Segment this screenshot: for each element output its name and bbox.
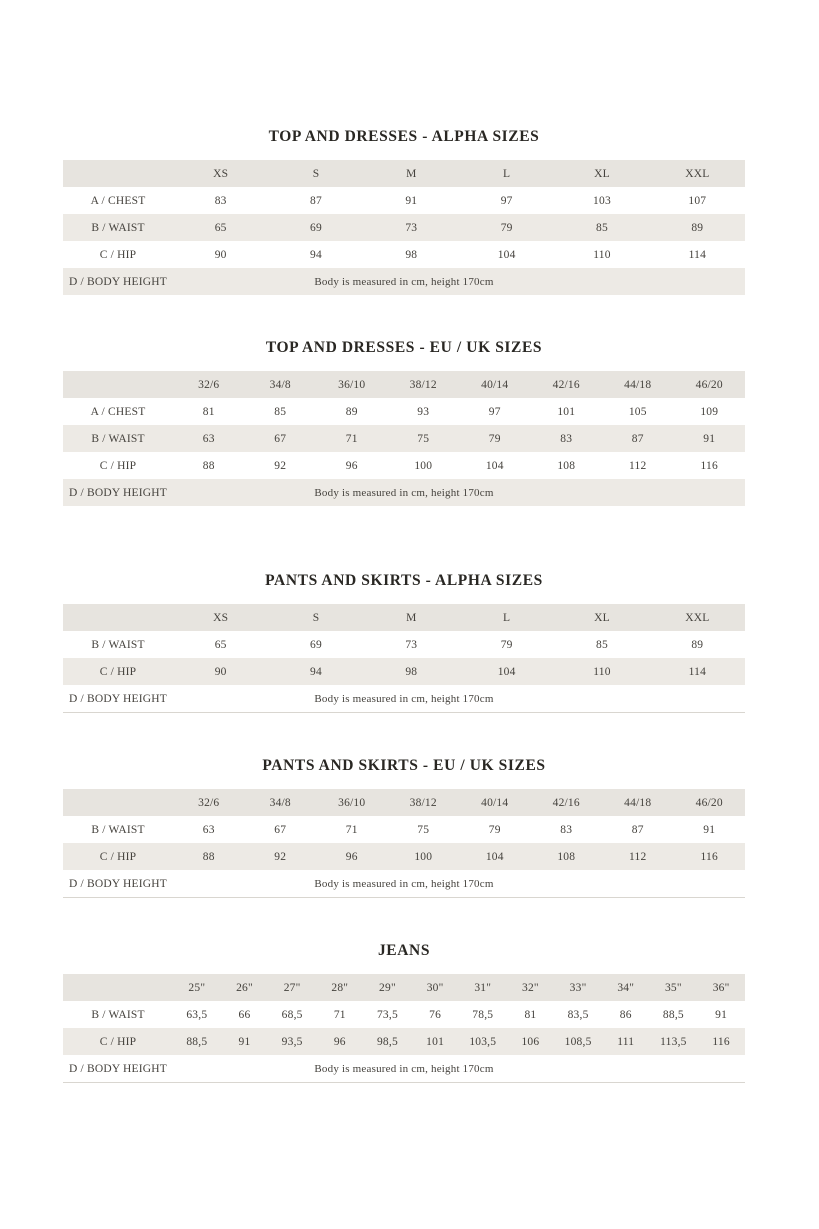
- note-cell: [173, 870, 745, 898]
- table-header-cell: 42/16: [552, 796, 580, 809]
- table-cell: 89: [691, 221, 704, 234]
- row-label: D / BODY HEIGHT: [63, 870, 173, 898]
- table-header-cell: 32/6: [198, 378, 220, 391]
- table-cell: 79: [488, 432, 501, 445]
- row-label: C / HIP: [99, 459, 137, 472]
- table-cell: 63,5: [186, 1008, 208, 1021]
- table-cell: 104: [485, 850, 504, 863]
- table-cell: 81: [524, 1008, 537, 1021]
- table-cell: 73: [405, 638, 418, 651]
- row-label: B / WAIST: [91, 823, 145, 836]
- table-header-cell: 36": [712, 981, 730, 994]
- table-header-cell-empty: [63, 789, 173, 816]
- table-cell: 109: [700, 405, 719, 418]
- section-title-top-dresses-eu-uk: TOP AND DRESSES - EU / UK SIZES: [265, 339, 543, 356]
- table-cell: 106: [521, 1035, 540, 1048]
- table-cell: 116: [712, 1035, 730, 1048]
- table-cell: 110: [593, 248, 611, 261]
- row-label: D / BODY HEIGHT: [63, 1055, 173, 1083]
- table-row-body-height: [63, 268, 745, 295]
- table-cell: 83: [214, 194, 227, 207]
- table-cell: 63: [202, 432, 215, 445]
- row-label: A / CHEST: [90, 405, 146, 418]
- table-cell: 91: [238, 1035, 251, 1048]
- table-cell: 67: [274, 823, 287, 836]
- table-row-hip: [63, 452, 745, 479]
- table-row-waist: [63, 425, 745, 452]
- table-cell: 65: [214, 638, 227, 651]
- table-cell: 104: [497, 665, 516, 678]
- table-header-cell: 40/14: [481, 796, 509, 809]
- table-row-waist: [63, 816, 745, 843]
- section-pants-skirts-alpha: [63, 572, 745, 713]
- table-cell: 87: [310, 194, 322, 207]
- table-cell: 93: [417, 405, 430, 418]
- table-cell: 96: [333, 1035, 346, 1048]
- section-title-jeans: JEANS: [377, 942, 431, 959]
- table-cell: 103,5: [469, 1035, 497, 1048]
- table-row-chest: [63, 187, 745, 214]
- table-cell: 100: [414, 459, 433, 472]
- table-cell: 91: [715, 1008, 728, 1021]
- section-top-dresses-alpha: [63, 128, 745, 295]
- note-cell: [173, 1055, 745, 1083]
- table-header-cell-empty: [63, 160, 173, 187]
- table-header-cell: 46/20: [695, 796, 723, 809]
- table-row-waist: [63, 1001, 745, 1028]
- table-cell: 88: [202, 850, 215, 863]
- table-cell: 94: [310, 665, 322, 678]
- table-cell: 108: [557, 850, 576, 863]
- table-cell: 69: [310, 638, 322, 651]
- table-header-cell: 42/16: [552, 378, 580, 391]
- table-cell: 65: [214, 221, 227, 234]
- table-header-cell: 33": [569, 981, 587, 994]
- table-cell: 112: [629, 850, 647, 863]
- table-cell: 83: [560, 432, 573, 445]
- row-label: B / WAIST: [91, 638, 145, 651]
- row-label: C / HIP: [99, 850, 137, 863]
- section-top-dresses-eu-uk: [63, 339, 745, 506]
- table-row-waist: [63, 631, 745, 658]
- table-row-hip: [63, 241, 745, 268]
- table-row-body-height: [63, 685, 745, 713]
- table-cell: 89: [691, 638, 704, 651]
- table-header-cell: XXL: [685, 167, 710, 180]
- row-label: B / WAIST: [91, 432, 145, 445]
- table-header-cell: 40/14: [481, 378, 509, 391]
- table-cell: 89: [345, 405, 358, 418]
- table-cell: 100: [414, 850, 433, 863]
- table-row-hip: [63, 843, 745, 870]
- table-row-body-height: [63, 1055, 745, 1083]
- row-label: C / HIP: [99, 665, 137, 678]
- table-cell: 71: [333, 1008, 346, 1021]
- table-header-row: [63, 604, 745, 631]
- table-cell: 90: [214, 665, 227, 678]
- table-cell: 101: [557, 405, 576, 418]
- table-header-cell: 32/6: [198, 796, 220, 809]
- table-header-cell: M: [406, 611, 417, 624]
- table-cell: 91: [703, 823, 716, 836]
- note-cell: [173, 268, 745, 295]
- table-cell: 79: [500, 221, 513, 234]
- table-header-cell: 29": [379, 981, 396, 994]
- size-table-pants-skirts-alpha: [63, 604, 745, 713]
- table-cell: 98,5: [376, 1035, 398, 1048]
- row-label: C / HIP: [99, 248, 137, 261]
- table-cell: 63: [202, 823, 215, 836]
- table-cell: 101: [426, 1035, 445, 1048]
- table-row-body-height: [63, 479, 745, 506]
- table-cell: 83,5: [567, 1008, 589, 1021]
- table-header-cell: XL: [594, 167, 610, 180]
- table-cell: 98: [405, 665, 418, 678]
- table-header-cell: XL: [594, 611, 610, 624]
- note-text: Body is measured in cm, height 170cm: [314, 486, 494, 499]
- section-jeans: [63, 942, 745, 1083]
- table-cell: 90: [214, 248, 227, 261]
- table-row-body-height: [63, 870, 745, 898]
- table-cell: 68,5: [281, 1008, 303, 1021]
- table-cell: 93,5: [281, 1035, 303, 1048]
- table-cell: 88,5: [186, 1035, 208, 1048]
- table-header-row: [63, 160, 745, 187]
- section-title-pants-skirts-alpha: PANTS AND SKIRTS - ALPHA SIZES: [265, 572, 543, 589]
- section-pants-skirts-eu-uk: [63, 757, 745, 898]
- table-header-row: [63, 371, 745, 398]
- row-label: D / BODY HEIGHT: [68, 275, 168, 288]
- table-header-cell-empty: [63, 974, 173, 1001]
- table-header-cell: 34": [617, 981, 635, 994]
- table-row-chest: [63, 398, 745, 425]
- table-cell: 75: [417, 432, 430, 445]
- table-cell: 108: [557, 459, 576, 472]
- note-text: Body is measured in cm, height 170cm: [314, 1062, 494, 1075]
- table-header-cell: XS: [213, 611, 229, 624]
- table-header-cell: 46/20: [695, 378, 723, 391]
- table-cell: 104: [497, 248, 516, 261]
- table-cell: 105: [628, 405, 647, 418]
- table-cell: 98: [405, 248, 418, 261]
- row-label: B / WAIST: [91, 1008, 145, 1021]
- table-cell: 114: [688, 248, 707, 261]
- table-cell: 91: [405, 194, 418, 207]
- table-header-cell: 26": [236, 981, 253, 994]
- table-cell: 96: [345, 850, 358, 863]
- table-header-cell: 36/10: [338, 796, 366, 809]
- note-text: Body is measured in cm, height 170cm: [314, 877, 494, 890]
- table-header-cell: XXL: [685, 611, 710, 624]
- table-cell: 73: [405, 221, 418, 234]
- table-row-waist: [63, 214, 745, 241]
- size-table-top-dresses-eu-uk: [63, 371, 745, 506]
- table-header-cell: 44/18: [624, 378, 652, 391]
- table-cell: 104: [485, 459, 504, 472]
- table-cell: 107: [688, 194, 707, 207]
- table-header-cell: M: [406, 167, 417, 180]
- row-label: D / BODY HEIGHT: [63, 685, 173, 713]
- table-cell: 69: [310, 221, 322, 234]
- table-header-cell: 25": [188, 981, 206, 994]
- table-cell: 66: [238, 1008, 251, 1021]
- table-cell: 113,5: [660, 1035, 687, 1048]
- table-cell: 76: [429, 1008, 442, 1021]
- row-label: A / CHEST: [90, 194, 146, 207]
- table-cell: 71: [345, 823, 358, 836]
- table-cell: 85: [596, 221, 608, 234]
- table-cell: 96: [345, 459, 358, 472]
- table-cell: 86: [619, 1008, 632, 1021]
- table-row-hip: [63, 658, 745, 685]
- table-cell: 85: [596, 638, 608, 651]
- table-cell: 73,5: [376, 1008, 398, 1021]
- table-cell: 78,5: [472, 1008, 494, 1021]
- table-header-cell: 36/10: [338, 378, 366, 391]
- table-header-cell: 31": [474, 981, 492, 994]
- table-cell: 97: [488, 405, 501, 418]
- table-cell: 67: [274, 432, 287, 445]
- table-cell: 112: [629, 459, 647, 472]
- table-header-cell: S: [312, 167, 320, 180]
- table-row-hip: [63, 1028, 745, 1055]
- table-header-cell-empty: [63, 371, 173, 398]
- note-text: Body is measured in cm, height 170cm: [314, 275, 494, 288]
- note-text: Body is measured in cm, height 170cm: [314, 692, 494, 705]
- table-header-cell: XS: [213, 167, 229, 180]
- table-cell: 91: [703, 432, 716, 445]
- table-cell: 103: [593, 194, 611, 207]
- table-header-cell: 28": [331, 981, 349, 994]
- table-cell: 114: [688, 665, 707, 678]
- table-header-cell: 38/12: [409, 378, 437, 391]
- table-header-cell: S: [312, 611, 320, 624]
- table-cell: 108,5: [564, 1035, 592, 1048]
- table-header-cell: 32": [522, 981, 539, 994]
- table-header-cell: L: [503, 167, 511, 180]
- table-header-cell: 35": [664, 981, 682, 994]
- row-label: D / BODY HEIGHT: [68, 486, 168, 499]
- row-label: C / HIP: [99, 1035, 137, 1048]
- note-cell: [173, 479, 745, 506]
- table-header-cell: 44/18: [624, 796, 652, 809]
- size-table-top-dresses-alpha: [63, 160, 745, 295]
- table-header-cell: 38/12: [409, 796, 437, 809]
- table-cell: 87: [631, 432, 644, 445]
- table-cell: 110: [593, 665, 611, 678]
- table-cell: 79: [488, 823, 501, 836]
- table-header-row: [63, 789, 745, 816]
- table-cell: 79: [500, 638, 513, 651]
- size-table-jeans: [63, 974, 745, 1083]
- table-header-cell: 34/8: [269, 378, 291, 391]
- table-cell: 116: [700, 850, 718, 863]
- table-header-cell: L: [503, 611, 511, 624]
- table-cell: 92: [274, 459, 287, 472]
- table-cell: 94: [310, 248, 322, 261]
- table-cell: 88,5: [662, 1008, 684, 1021]
- table-header-cell: 34/8: [269, 796, 291, 809]
- row-label: B / WAIST: [91, 221, 145, 234]
- table-cell: 88: [202, 459, 215, 472]
- table-cell: 92: [274, 850, 287, 863]
- size-table-pants-skirts-eu-uk: [63, 789, 745, 898]
- table-cell: 85: [274, 405, 287, 418]
- table-cell: 87: [631, 823, 644, 836]
- table-header-row: [63, 974, 745, 1001]
- table-cell: 111: [617, 1035, 635, 1048]
- table-cell: 75: [417, 823, 430, 836]
- table-cell: 116: [700, 459, 718, 472]
- table-cell: 97: [500, 194, 513, 207]
- note-cell: [173, 685, 745, 713]
- table-cell: 71: [345, 432, 358, 445]
- table-header-cell-empty: [63, 604, 173, 631]
- section-title-top-dresses-alpha: TOP AND DRESSES - ALPHA SIZES: [268, 128, 540, 145]
- section-title-pants-skirts-eu-uk: PANTS AND SKIRTS - EU / UK SIZES: [262, 757, 546, 774]
- table-cell: 81: [202, 405, 215, 418]
- table-cell: 83: [560, 823, 573, 836]
- table-header-cell: 30": [426, 981, 444, 994]
- table-header-cell: 27": [283, 981, 301, 994]
